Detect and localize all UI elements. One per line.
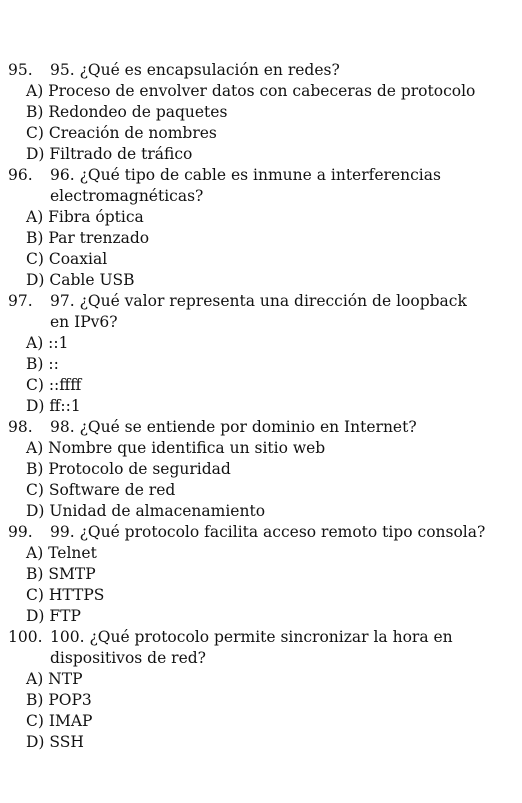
question-97 [0, 291, 522, 417]
options-list [0, 669, 522, 753]
question-header [0, 165, 522, 207]
option-b: B) :: [26, 355, 59, 373]
question-text: 97. ¿Qué valor representa una dirección de loopback en IPv6? [50, 292, 467, 331]
question-header [0, 522, 522, 543]
options-list [0, 333, 522, 417]
option-a: A) Proceso de envolver datos con cabeceras de protocolo [26, 82, 476, 100]
option-b: B) Protocolo de seguridad [26, 460, 231, 478]
option-c: C) IMAP [26, 712, 93, 730]
option-b: B) SMTP [26, 565, 96, 583]
question-text: 100. ¿Qué protocolo permite sincronizar la hora en dispositivos de red? [50, 628, 453, 667]
option-a: A) ::1 [26, 334, 69, 352]
options-list [0, 207, 522, 291]
option-d: D) Cable USB [26, 271, 135, 289]
question-95 [0, 60, 522, 165]
question-header [0, 417, 522, 438]
option-c: C) Coaxial [26, 250, 108, 268]
question-number: 95. [8, 61, 33, 79]
question-header [0, 60, 522, 81]
option-a: A) NTP [26, 670, 83, 688]
question-98 [0, 417, 522, 522]
question-number: 97. [8, 292, 33, 310]
question-100 [0, 627, 522, 753]
question-header [0, 291, 522, 333]
option-b: B) POP3 [26, 691, 92, 709]
option-b: B) Redondeo de paquetes [26, 103, 228, 121]
option-a: A) Fibra óptica [26, 208, 144, 226]
question-number: 98. [8, 418, 33, 436]
options-list [0, 543, 522, 627]
option-d: D) ff::1 [26, 397, 81, 415]
option-a: A) Telnet [26, 544, 97, 562]
option-a: A) Nombre que identifica un sitio web [26, 439, 326, 457]
question-number: 96. [8, 166, 33, 184]
question-99 [0, 522, 522, 627]
option-b: B) Par trenzado [26, 229, 150, 247]
question-text: 96. ¿Qué tipo de cable es inmune a interferencias electromagnéticas? [50, 166, 441, 205]
question-text: 99. ¿Qué protocolo facilita acceso remoto tipo consola? [50, 523, 486, 541]
option-d: D) Unidad de almacenamiento [26, 502, 266, 520]
option-d: D) SSH [26, 733, 84, 751]
options-list [0, 438, 522, 522]
question-number: 100. [8, 628, 43, 646]
option-d: D) FTP [26, 607, 81, 625]
quiz-page [0, 60, 522, 753]
question-text: 98. ¿Qué se entiende por dominio en Internet? [50, 418, 417, 436]
question-text: 95. ¿Qué es encapsulación en redes? [50, 61, 340, 79]
option-c: C) ::ffff [26, 376, 82, 394]
option-d: D) Filtrado de tráfico [26, 145, 193, 163]
option-c: C) HTTPS [26, 586, 105, 604]
options-list [0, 81, 522, 165]
question-header [0, 627, 522, 669]
option-c: C) Software de red [26, 481, 176, 499]
question-number: 99. [8, 523, 33, 541]
option-c: C) Creación de nombres [26, 124, 217, 142]
question-96 [0, 165, 522, 291]
